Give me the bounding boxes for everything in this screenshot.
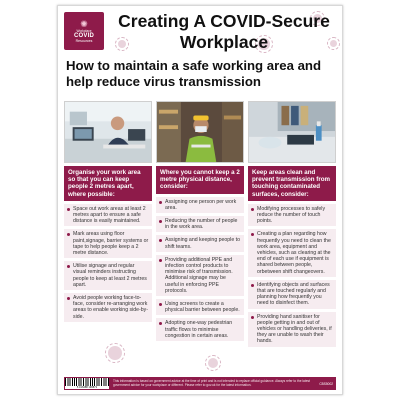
list-item: Space out work areas at least 2 metres apart to ensure a safe distance is easily maintained.: [64, 204, 152, 227]
bullet-list: [156, 197, 244, 344]
logo-line-3: Resources: [75, 38, 93, 43]
barcode-number: 5 016488 196871: [65, 386, 109, 389]
column-heading: Organise your work area so that you can keep people 2 metres apart, where possible:: [64, 166, 152, 201]
cleaning-photo: [248, 101, 336, 163]
column-heading: Where you cannot keep a 2 metre physical distance, consider:: [156, 166, 244, 194]
list-item: Assigning one person per work area.: [156, 197, 244, 213]
page-subtitle: How to maintain a safe working area and help reduce virus transmission: [66, 58, 322, 89]
office-photo: [64, 101, 152, 163]
list-item: Creating a plan regarding how frequently you need to clean the work area, equipment and vehicles, such as clearing at the end of each use if equipment is shared between people, orbetween shift changeovers.: [248, 229, 336, 276]
footer-bar: [64, 377, 336, 390]
page-title: Creating A COVID-Secure Workplace: [118, 11, 330, 52]
bullet-list: [248, 204, 336, 350]
column-distance: [156, 101, 244, 374]
column-heading: Keep areas clean and prevent transmission from touching contaminated surfaces, consider:: [248, 166, 336, 201]
list-item: Assigning and keeping people to shift teams.: [156, 235, 244, 251]
warehouse-worker-photo: [156, 101, 244, 163]
product-code: CBS5002: [319, 381, 333, 386]
list-item: Providing additional PPE and infection control products to minimise risk of transmission. Additional signage may be useful in enforcing PPE protocols.: [156, 255, 244, 296]
poster: [57, 5, 343, 395]
disclaimer-text: This information is based on government advice at the time of print and is not intended to replace official guidance. Always refer to the latest government advice for your workplace or different. Please refer to gov.uk for the latest information.: [113, 378, 310, 387]
list-item: Providing hand sanitiser for people getting in and out of vehicles or handling deliveries, if they are unable to wash their hands.: [248, 312, 336, 347]
list-item: Identifying objects and surfaces that are touched regularly and planning how frequently you need to disinfect them.: [248, 280, 336, 309]
logo-line-2: COVID: [73, 32, 94, 39]
list-item: Modifying processes to safely reduce the number of touch points.: [248, 204, 336, 227]
bullet-list: [64, 204, 152, 325]
list-item: Using screens to create a physical barrier between people.: [156, 299, 244, 315]
brand-logo: [64, 12, 104, 50]
columns: [64, 101, 336, 374]
column-organise: [64, 101, 152, 374]
list-item: Utilise signage and regular visual reminders instructing people to keep at least 2 metres apart.: [64, 261, 152, 290]
virus-icon: ✺: [80, 18, 88, 29]
list-item: Adopting one-way pedestrian traffic flows to minimise congestion in certain areas.: [156, 318, 244, 341]
list-item: Avoid people working face-to-face, consider re-arranging work areas to enable working side-by-side.: [64, 293, 152, 322]
barcode: [65, 378, 109, 389]
list-item: Mark areas using floor paint,signage, barrier systems or tape to help people keep a 2 metre distance.: [64, 229, 152, 258]
list-item: Reducing the number of people in the work area.: [156, 216, 244, 232]
logo-line-1: Workplace: [76, 28, 92, 33]
column-cleaning: [248, 101, 336, 374]
